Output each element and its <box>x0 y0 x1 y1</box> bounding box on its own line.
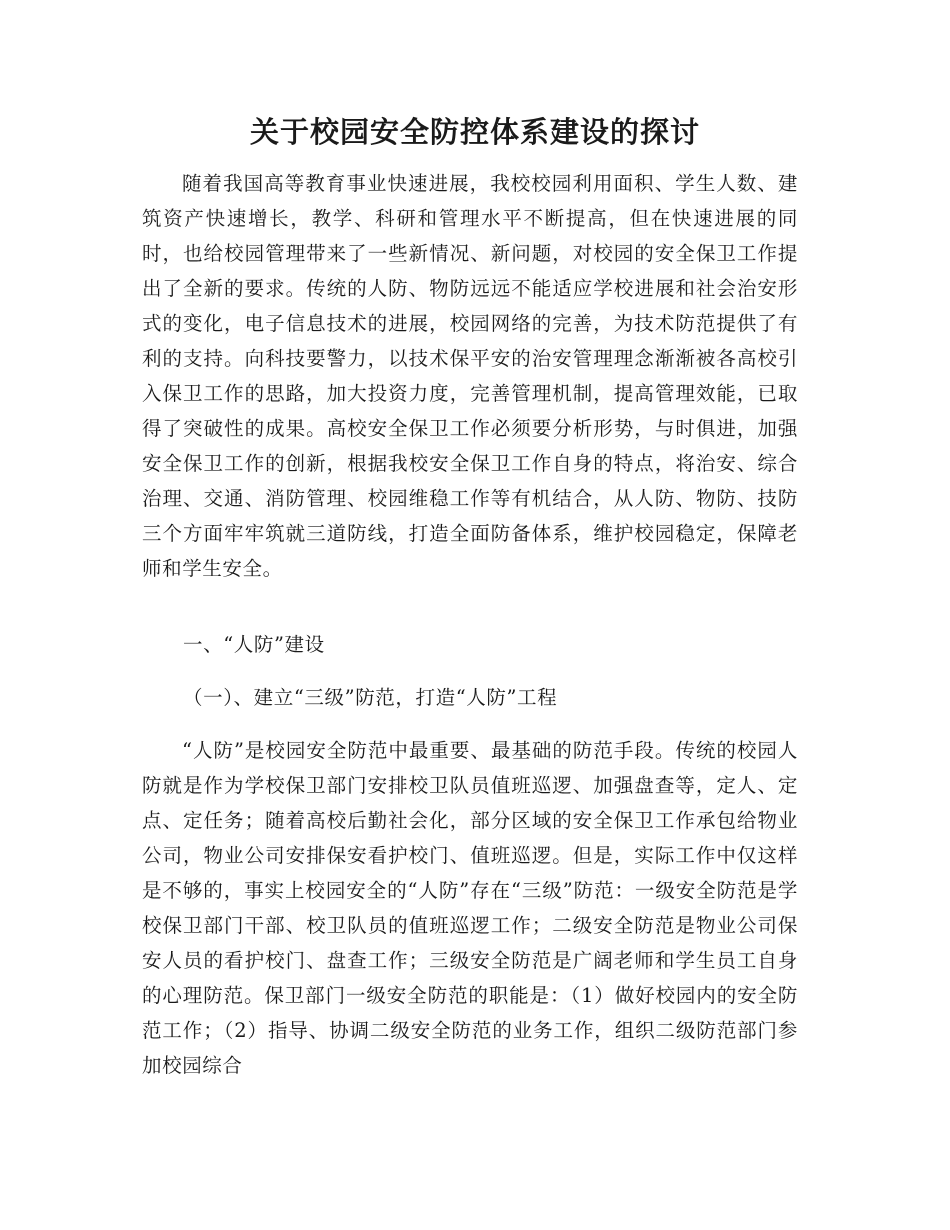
page-title: 关于校园安全防控体系建设的探讨 <box>249 115 700 149</box>
subsection-heading: （一）、建立“三级”防范，打造“人防”工程 <box>183 686 558 709</box>
section-heading: 一、“人防”建设 <box>183 633 325 656</box>
body-paragraph: “人防”是校园安全防范中最重要、最基础的防范手段。传统的校园人防就是作为学校保卫部门安排校卫队员值班巡逻、加强盘查等，定人、定点、定任务；随着高校后勤社会化，部分区域的安全保卫工作承包给物业公司，物业公司安排保安看护校门、值班巡逻。但是，实际工作中仅这样是不够的，事实上校园安全的“人防”存在“三级”防范：一级安全防范是学校保卫部门干部、校卫队员的值班巡逻工作；二级安全防范是物业公司保安人员的看护校门、盘查工作；三级安全防范是广阔老师和学生员工自身的心理防范。保卫部门一级安全防范的职能是：（1）做好校园内的安全防范工作；（2）指导、协调二级安全防范的业务工作，组织二级防范部门参加校园综合 <box>142 739 798 1077</box>
intro-paragraph: 随着我国高等教育事业快速进展，我校校园利用面积、学生人数、建筑资产快速增长，教学、科研和管理水平不断提高，但在快速进展的同时，也给校园管理带来了一些新情况、新问题，对校园的安全保卫工作提出了全新的要求。传统的人防、物防远远不能适应学校进展和社会治安形式的变化，电子信息技术的进展，校园网络的完善，为技术防范提供了有利的支持。向科技要警力，以技术保平安的治安管理理念渐渐被各高校引入保卫工作的思路，加大投资力度，完善管理机制，提高管理效能，已取得了突破性的成果。高校安全保卫工作必须要分析形势，与时俱进，加强安全保卫工作的创新，根据我校安全保卫工作自身的特点，将治安、综合治理、交通、消防管理、校园维稳工作等有机结合，从人防、物防、技防三个方面牢牢筑就三道防线，打造全面防备体系，维护校园稳定，保障老师和学生安全。 <box>142 172 798 580</box>
